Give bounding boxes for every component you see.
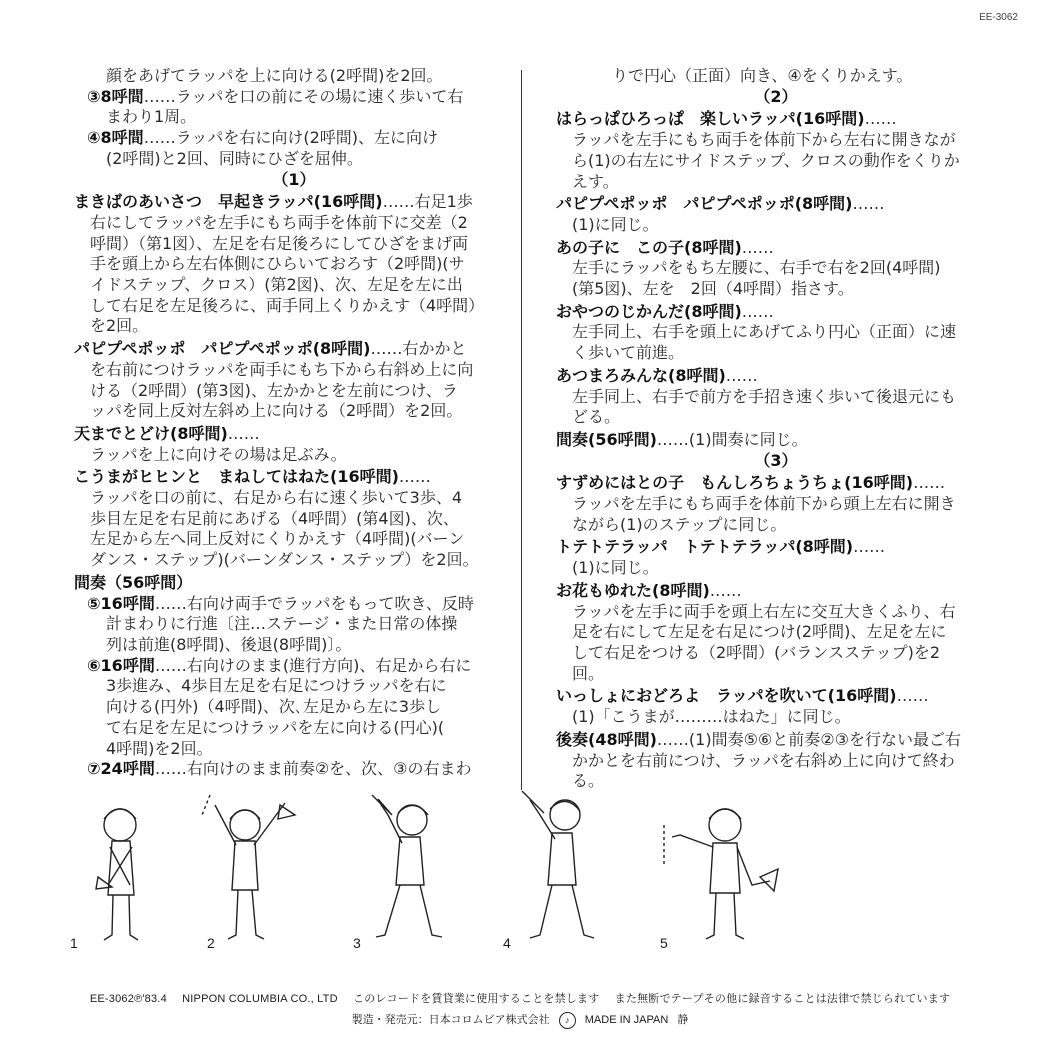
text-line <box>74 401 514 422</box>
section-heading <box>556 87 996 108</box>
text-line <box>74 594 514 615</box>
footer-maker: 製造・発売元：日本コロムビア株式会社 <box>351 1014 550 1026</box>
bold-label: ④8呼間 <box>87 128 144 148</box>
line-text: …… <box>741 301 774 321</box>
bold-label: （1） <box>272 169 316 189</box>
section-heading <box>556 451 996 472</box>
line-text: 手を頭上から左右体側にひらいておろす（2呼間)(サ <box>90 254 465 274</box>
bold-label: パピプペポッポ パピプペポッポ(8呼間) <box>74 339 371 359</box>
line-text: 4呼間)を2回。 <box>106 738 213 758</box>
line-text: 左手同上、右手で前方を手招き速く歩いて後退元にも <box>572 386 957 406</box>
line-text: (1)に同じ。 <box>572 558 659 578</box>
line-text: ダンス・ステップ)(バーンダンス・ステップ）を2回。 <box>90 550 479 570</box>
line-text: して右足を左足後ろに、両手同上くりかえす（4呼間） <box>90 295 485 315</box>
figure-number-2: 2 <box>207 935 215 951</box>
text-line <box>74 296 514 317</box>
line-text: 歩目左足を右足前にあげる（4呼間）(第4図)、次、 <box>90 508 459 528</box>
line-text: ラッパを左手にもち両手を体前下から頭上左右に開き <box>572 494 956 514</box>
text-line <box>74 529 514 550</box>
line-text: どる。 <box>572 407 621 427</box>
line-text: 右にしてラッパを左手にもち両手を体前下に交差（2 <box>90 212 468 232</box>
footer-made-in: MADE IN JAPAN <box>584 1014 669 1026</box>
line-text: ……ラッパを右に向け(2呼間)、左に向け <box>143 128 439 148</box>
text-line <box>74 149 514 170</box>
figure-1-illustration <box>96 809 138 940</box>
bold-label: 天までとどけ(8呼間) <box>74 423 228 443</box>
line-text: 左足から左へ同上反対にくりかえす（4呼間)(バーン <box>90 529 465 549</box>
text-line <box>556 664 996 685</box>
line-text: 向ける(円外)（4呼間)、次､左足から左に3歩し <box>106 697 442 717</box>
line-text: ラッパを上に向けその場は足ぶみ。 <box>90 444 347 464</box>
text-line <box>74 381 514 402</box>
line-text: えす。 <box>572 171 619 191</box>
line-text: …… <box>227 423 260 443</box>
text-line <box>556 343 996 364</box>
bold-label: お花もゆれた(8呼間) <box>556 580 710 600</box>
footer-mark: 静 <box>677 1014 689 1026</box>
song-heading-line <box>74 424 514 445</box>
line-text: く歩いて前進。 <box>572 343 685 363</box>
line-text: …… <box>725 365 758 385</box>
bold-label: まきばのあいさつ 早起きラッパ(16呼間) <box>74 192 383 212</box>
figure-4-illustration <box>522 791 594 938</box>
song-heading-line <box>74 339 514 360</box>
figure-number-4: 4 <box>503 935 511 951</box>
line-text: まわり1周。 <box>106 107 197 127</box>
text-line <box>74 213 514 234</box>
text-line <box>556 494 996 515</box>
bold-label: おやつのじかんだ(8呼間) <box>556 301 742 321</box>
bold-label: 間奏(56呼間) <box>556 429 657 449</box>
bold-label: はらっぱひろっぱ 楽しいラッパ(16呼間) <box>556 109 865 129</box>
text-line <box>556 66 996 87</box>
bold-label: ③8呼間 <box>87 86 144 106</box>
line-text: る。 <box>572 771 605 791</box>
text-line <box>74 614 514 635</box>
bold-label: すずめにはとの子 もんしろちょうちょ(16呼間) <box>556 473 914 493</box>
text-line <box>74 697 514 718</box>
columbia-logo-icon: ♪ <box>559 1012 576 1029</box>
line-text: ……右足1歩 <box>382 192 473 212</box>
bold-label: ⑤16呼間 <box>87 593 155 613</box>
bold-label: 後奏(48呼間) <box>556 729 657 749</box>
line-text: …… <box>896 686 929 706</box>
bold-label: ⑥16呼間 <box>87 655 155 675</box>
bold-label: トテトテラッパ トテトテラッパ(8呼間) <box>556 537 854 557</box>
text-line <box>74 635 514 656</box>
footer-legal-line <box>0 990 1040 1006</box>
line-text: 足を右にして左足を右足につけ(2呼間)、左足を左に <box>572 622 947 642</box>
text-line <box>556 751 996 772</box>
text-line <box>556 387 996 408</box>
line-text: ……右向け両手でラッパをもって吹き、反時 <box>154 593 474 613</box>
text-line <box>556 215 996 236</box>
text-line <box>74 718 514 739</box>
text-line <box>74 676 514 697</box>
line-text: ら(1)の右左にサイドステップ、クロスの動作をくりか <box>572 150 960 170</box>
text-line <box>74 107 514 128</box>
song-heading-line <box>74 573 514 594</box>
bold-label: いっしょにおどろよ ラッパを吹いて(16呼間) <box>556 686 897 706</box>
text-line <box>74 128 514 149</box>
footer-maker-line <box>0 1011 1040 1029</box>
line-text: ……右向けのまま前奏②を、次、③の右まわ <box>154 759 472 779</box>
text-line <box>74 87 514 108</box>
text-line <box>74 739 514 760</box>
line-text: …… <box>741 237 774 257</box>
catalog-number: EE-3062 <box>979 12 1018 23</box>
line-text: ながら(1)のステップに同じ。 <box>572 514 787 534</box>
bold-label: あの子に この子(8呼間) <box>556 237 742 257</box>
line-text: を右前につけラッパを両手にもち下から右斜め上に向 <box>90 359 474 379</box>
footer-copy-notice: また無断でテープその他に録音することは法律で禁じられています <box>614 993 951 1005</box>
song-heading-line <box>556 430 996 451</box>
line-text: ラッパを口の前に、右足から右に速く歩いて3歩、4 <box>90 488 463 508</box>
line-text: 左手同上、右手を頭上にあげてふり円心（正面）に速 <box>572 322 957 342</box>
right-column <box>556 66 996 792</box>
line-text: 3歩進み、4歩目左足を右足につけラッパを右に <box>106 676 447 696</box>
line-text: ……ラッパを口の前にその場に速く歩いて右 <box>143 86 464 106</box>
footer-catalog: EE-3062℗'83.4 <box>89 993 167 1005</box>
song-heading-line <box>556 581 996 602</box>
bold-label: パピプペポッポ パピプペポッポ(8呼間) <box>556 194 853 214</box>
figure-2-illustration <box>202 795 295 939</box>
line-text: …… <box>709 580 742 600</box>
text-line <box>556 130 996 151</box>
song-heading-line <box>556 686 996 707</box>
text-line <box>556 515 996 536</box>
song-heading-line <box>556 730 996 751</box>
figure-number-3: 3 <box>353 935 361 951</box>
text-line <box>74 254 514 275</box>
text-line <box>74 360 514 381</box>
song-heading-line <box>556 366 996 387</box>
bold-label: 間奏（56呼間） <box>74 572 193 592</box>
song-heading-line <box>74 467 514 488</box>
line-text: 顔をあげてラッパを上に向ける(2呼間)を2回。 <box>106 66 443 85</box>
line-text: を2回。 <box>90 316 149 336</box>
line-text: (2呼間)と2回、同時にひざを屈伸。 <box>106 148 363 168</box>
song-heading-line <box>556 238 996 259</box>
song-heading-line <box>556 194 996 215</box>
line-text: …… <box>398 467 431 487</box>
text-line <box>556 407 996 428</box>
text-line <box>74 234 514 255</box>
line-text: ラッパを左手に両手を頭上右左に交互大きくふり、右 <box>572 601 956 621</box>
line-text: …… <box>913 473 946 493</box>
line-text: ……右向けのまま(進行方向)、右足から右に <box>154 655 472 675</box>
text-line <box>556 602 996 623</box>
bold-label: （2） <box>754 86 798 106</box>
line-text: 左手にラッパをもち左腰に、右手で右を2回(4呼間) <box>572 258 941 278</box>
text-line <box>556 322 996 343</box>
text-line <box>556 622 996 643</box>
bold-label: （3） <box>754 450 798 470</box>
line-text: ッパを同上反対左斜め上に向ける（2呼間）を2回。 <box>90 401 463 421</box>
line-text: して右足をつける（2呼間）(バランスステップ)を2 <box>572 642 941 662</box>
text-line <box>74 275 514 296</box>
text-line <box>556 151 996 172</box>
song-heading-line <box>556 537 996 558</box>
text-line <box>556 258 996 279</box>
bold-label: ⑦24呼間 <box>87 759 155 779</box>
footer-company: NIPPON COLUMBIA CO., LTD <box>182 993 338 1005</box>
line-text: ……右かかと <box>370 339 467 359</box>
bold-label: あつまろみんな(8呼間) <box>556 365 726 385</box>
text-line <box>74 316 514 337</box>
line-text: りで円心（正面）向き、④をくりかえす。 <box>612 66 913 85</box>
line-text: …… <box>864 109 897 129</box>
bold-label: こうまがヒヒンと まねしてはねた(16呼間) <box>74 467 399 487</box>
line-text: …… <box>853 537 886 557</box>
song-heading-line <box>556 473 996 494</box>
figure-5-illustration <box>664 809 778 939</box>
line-text: ……(1)間奏に同じ。 <box>656 429 808 449</box>
line-text: ……(1)間奏⑤⑥と前奏②③を行ない最ご右 <box>656 729 961 749</box>
text-line <box>556 172 996 193</box>
line-text: 列は前進(8呼間)、後退(8呼間)〕。 <box>106 634 352 654</box>
text-line <box>74 656 514 677</box>
column-divider <box>521 70 522 790</box>
song-heading-line <box>74 192 514 213</box>
text-line <box>556 707 996 728</box>
line-text: 計まわりに行進〔注…ステージ・また日常の体操 <box>106 614 458 634</box>
text-line <box>74 550 514 571</box>
section-heading <box>74 170 514 191</box>
song-heading-line <box>556 302 996 323</box>
text-line <box>74 509 514 530</box>
line-text: (1)「こうまが………はねた」に同じ。 <box>572 707 851 727</box>
line-text: ける（2呼間）(第3図)、左かかとを左前につけ、ラ <box>90 380 458 400</box>
line-text: ラッパを左手にもち両手を体前下から左右に開きなが <box>572 130 956 150</box>
text-line <box>74 445 514 466</box>
line-text: (1)に同じ。 <box>572 214 659 234</box>
line-text: て右足を左足につけラッパを左に向ける(円心)( <box>106 717 445 737</box>
line-text: イドステップ、クロス）(第2図)、次、左足を左に出 <box>90 275 463 295</box>
figure-3-illustration <box>372 795 442 937</box>
line-text: (第5図)、左を 2回（4呼間）指さす。 <box>572 279 854 299</box>
left-column <box>74 66 514 780</box>
text-line <box>74 759 514 780</box>
line-text: 呼間）（第1図）、左足を右足後ろにしてひざをまげ両 <box>90 233 469 253</box>
dance-figures-illustration <box>0 785 1040 960</box>
text-line <box>556 643 996 664</box>
line-text: …… <box>852 194 885 214</box>
figure-number-5: 5 <box>660 935 668 951</box>
figure-number-1: 1 <box>70 935 78 951</box>
text-line <box>556 558 996 579</box>
text-line <box>556 279 996 300</box>
text-line <box>74 488 514 509</box>
line-text: 回。 <box>572 663 605 683</box>
footer-rental-notice: このレコードを賃貸業に使用することを禁します <box>353 993 600 1005</box>
line-text: かかとを右前につけ、ラッパを右斜め上に向けて終わ <box>572 750 955 770</box>
song-heading-line <box>556 109 996 130</box>
text-line <box>74 66 514 87</box>
